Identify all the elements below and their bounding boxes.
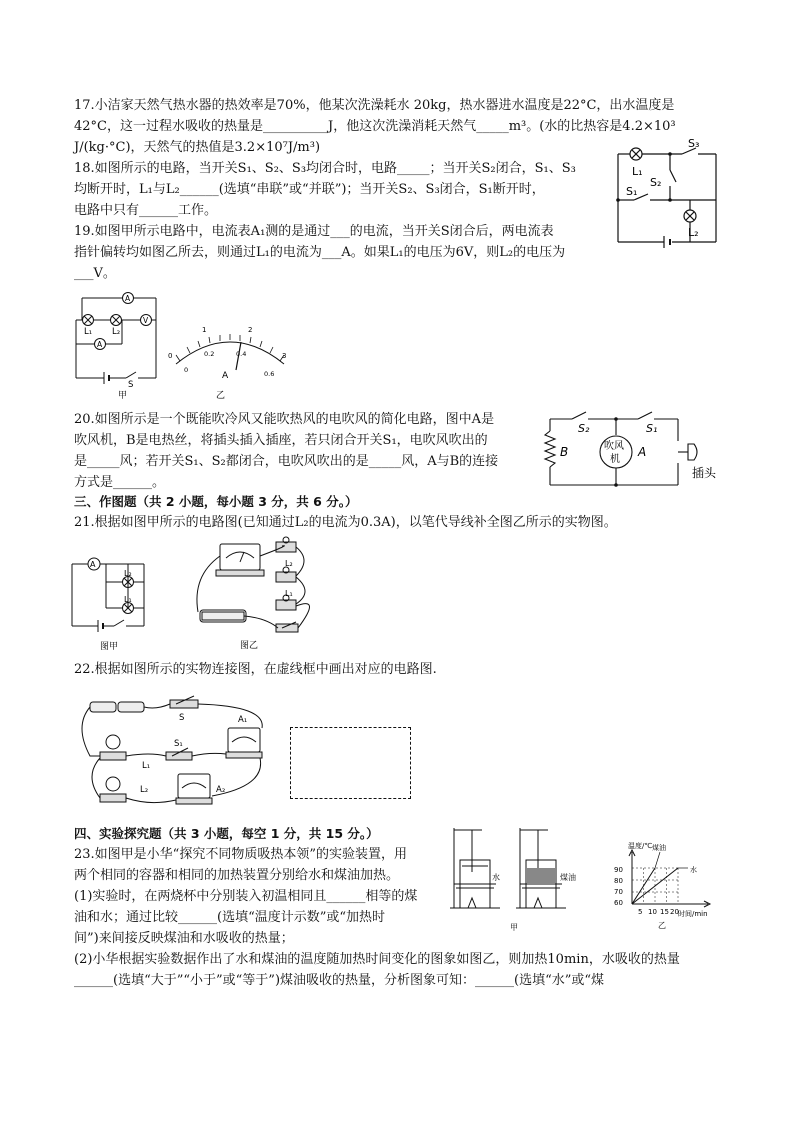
q20-label-b: B [560,445,569,459]
q19-ammeter-figure-b [166,322,290,404]
q19-label-l2: L₂ [112,327,121,337]
q17-line1: 17.小洁家天然气热水器的热效率是70%，他某次洗澡耗水 20kg，热水器进水温度是22°C，出水温度是 [74,98,675,113]
q18-line3: 电路中只有______工作。 [74,203,218,218]
section-4-heading: 四、实验探究题（共 3 小题，每空 1 分，共 15 分。） [74,826,379,841]
q22-line1: 22.根据如图所示的实物连接图，在虚线框中画出对应的电路图. [74,662,437,677]
q19-label-l1: L₁ [84,327,93,337]
q23-caption-a: 甲 [510,923,518,932]
q22-label-s1: S₁ [174,739,183,749]
q21-caption-b: 图乙 [240,641,259,651]
q19-meter-a2: A [97,340,103,349]
q23-ytick-90: 90 [614,866,623,874]
q23-line2: 两个相同的容器和相同的加热装置分别给水和煤油加热。 [74,868,400,883]
q19-tick-top-3: 3 [282,352,287,360]
q20-label-s1: S₁ [646,422,658,435]
q19-label-a: A [222,371,229,381]
q19-line2: 指针偏转均如图乙所去，则通过L₁的电流为___A。如果L₁的电压为6V，则L₂的电压为 [74,245,566,260]
q19-meter-v: V [143,316,149,325]
q20-label-s2: S₂ [578,422,590,435]
q19-caption-b: 乙 [216,391,226,401]
q21-caption-a: 图甲 [100,642,119,652]
q21-line1: 21.根据如图甲所示的电路图(已知通过L₂的电流为0.3A)，以笔代导线补全图乙所示的实物图。 [74,515,617,530]
q19-tick-top-0: 0 [168,352,173,360]
q23-xtick-20: 20 [670,908,679,916]
q20-hairdryer-circuit [540,405,720,489]
q23-oil-leader-line [655,852,660,868]
q20-line4: 方式是______。 [74,475,166,490]
q20-fan-text-2: 机 [610,454,620,465]
q23-line7: ______(选填“大于”“小于”或“等于”)煤油吸收的热量，分析图象可知：______(选填“水”或“煤 [74,973,605,988]
q17-line2: 42°C，这一过程水吸收的热量是__________J，他这次洗澡消耗天然气_____m³。(水的比热容是4.2×10³ [74,119,676,134]
q18-label-s3: S₃ [688,137,700,150]
q18-label-l2: L₂ [688,226,699,239]
q21-label-l2-b: L₂ [285,559,293,568]
section-3-heading: 三、作图题（共 2 小题，每小题 3 分，共 6 分。） [74,494,358,509]
q21-label-l1: L₁ [124,595,132,604]
q19-tick-bot-2: 0.4 [236,350,247,358]
q22-label-a2: A₂ [216,785,226,795]
q19-line1: 19.如图甲所示电路中，电流表A₁测的是通过___的电流，当开关S闭合后，两电流表 [74,224,554,239]
q23-x-axis-label: 时间/min [678,910,708,918]
q18-line1: 18.如图所示的电路，当开关S₁、S₂、S₃均闭合时，电路_____；当开关S₂闭合，S₁、S₃ [74,161,576,176]
q18-label-s2: S₂ [650,176,662,189]
q23-apparatus-figure [448,824,588,938]
q19-circuit-figure-a [74,290,174,401]
q23-oil-label: 煤油 [560,873,576,882]
q21-label-l2: L₂ [124,569,132,578]
q23-series-water-label: 水 [690,866,697,874]
q23-line5: 间”)来间接反映煤油和水吸收的热量； [74,931,294,946]
q20-fan-text-1: 吹风 [604,441,624,452]
q23-line3: (1)实验时，在两烧杯中分别装入初温相同且______相等的煤 [74,889,418,904]
q23-line6: (2)小华根据实验数据作出了水和煤油的温度随加热时间变化的图象如图乙，则加热10min，水吸收的热量 [74,952,680,967]
q21-label-l1-b: L₁ [285,589,293,598]
q19-tick-bot-0: 0 [184,366,189,374]
q21-circuit-figure-a [66,546,156,654]
q23-series-oil-label: 煤油 [652,844,666,852]
q19-meter-a1: A [125,294,131,303]
q23-ytick-60: 60 [614,899,623,907]
q22-label-l1: L₁ [142,761,151,771]
q20-plug-label: 插头 [692,466,717,480]
q22-answer-box[interactable] [290,727,411,799]
q22-physical-figure [70,686,288,814]
q23-line4: 油和水；通过比较______(选填“温度计示数”或“加热时 [74,910,386,925]
q20-label-a: A [638,445,647,459]
q21-meter-a: A [90,560,96,569]
q20-line2: 吹风机，B是电热丝，将插头插入插座，若只闭合开关S₁，电吹风吹出的 [74,433,488,448]
q19-tick-top-1: 1 [202,326,207,334]
q23-y-axis-label: 温度/℃ [628,842,653,850]
q18-label-l1: L₁ [632,165,643,178]
q19-label-s: S [128,380,134,390]
q21-physical-figure-b [182,536,322,654]
q17-line3: J/(kg·°C)，天然气的热值是3.2×10⁷J/m³) [74,140,321,155]
q23-xtick-10: 10 [648,908,657,916]
q23-water-label: 水 [492,873,500,882]
q23-line1: 23.如图甲是小华“探究不同物质吸热本领”的实验装置，用 [74,847,407,862]
q23-xtick-5: 5 [638,908,643,916]
q20-line1: 20.如图所示是一个既能吹冷风又能吹热风的电吹风的简化电路，图中A是 [74,412,495,427]
q23-caption-b: 乙 [658,921,666,930]
q19-tick-bot-3: 0.6 [264,370,275,378]
q19-line3: ___V。 [74,266,116,281]
q22-label-l2: L₂ [140,785,149,795]
q22-label-s: S [179,713,185,723]
q23-ytick-70: 70 [614,888,623,896]
q19-tick-top-2: 2 [248,326,253,334]
q18-line2: 均断开时，L₁与L₂______(选填“串联”或“并联”)；当开关S₂、S₃闭合，S₁断开时， [74,182,545,197]
q23-xtick-15: 15 [660,908,669,916]
q18-label-s1: S₁ [626,185,638,198]
q23-ytick-80: 80 [614,877,623,885]
q18-circuit-figure [612,137,722,248]
q20-line3: 是_____风；若开关S₁、S₂都闭合，电吹风吹出的是_____风，A与B的连接 [74,454,499,469]
q22-label-a1: A₁ [238,715,248,725]
q19-caption-a: 甲 [118,391,128,401]
q23-temperature-chart [608,838,728,934]
q19-tick-bot-1: 0.2 [204,350,215,358]
